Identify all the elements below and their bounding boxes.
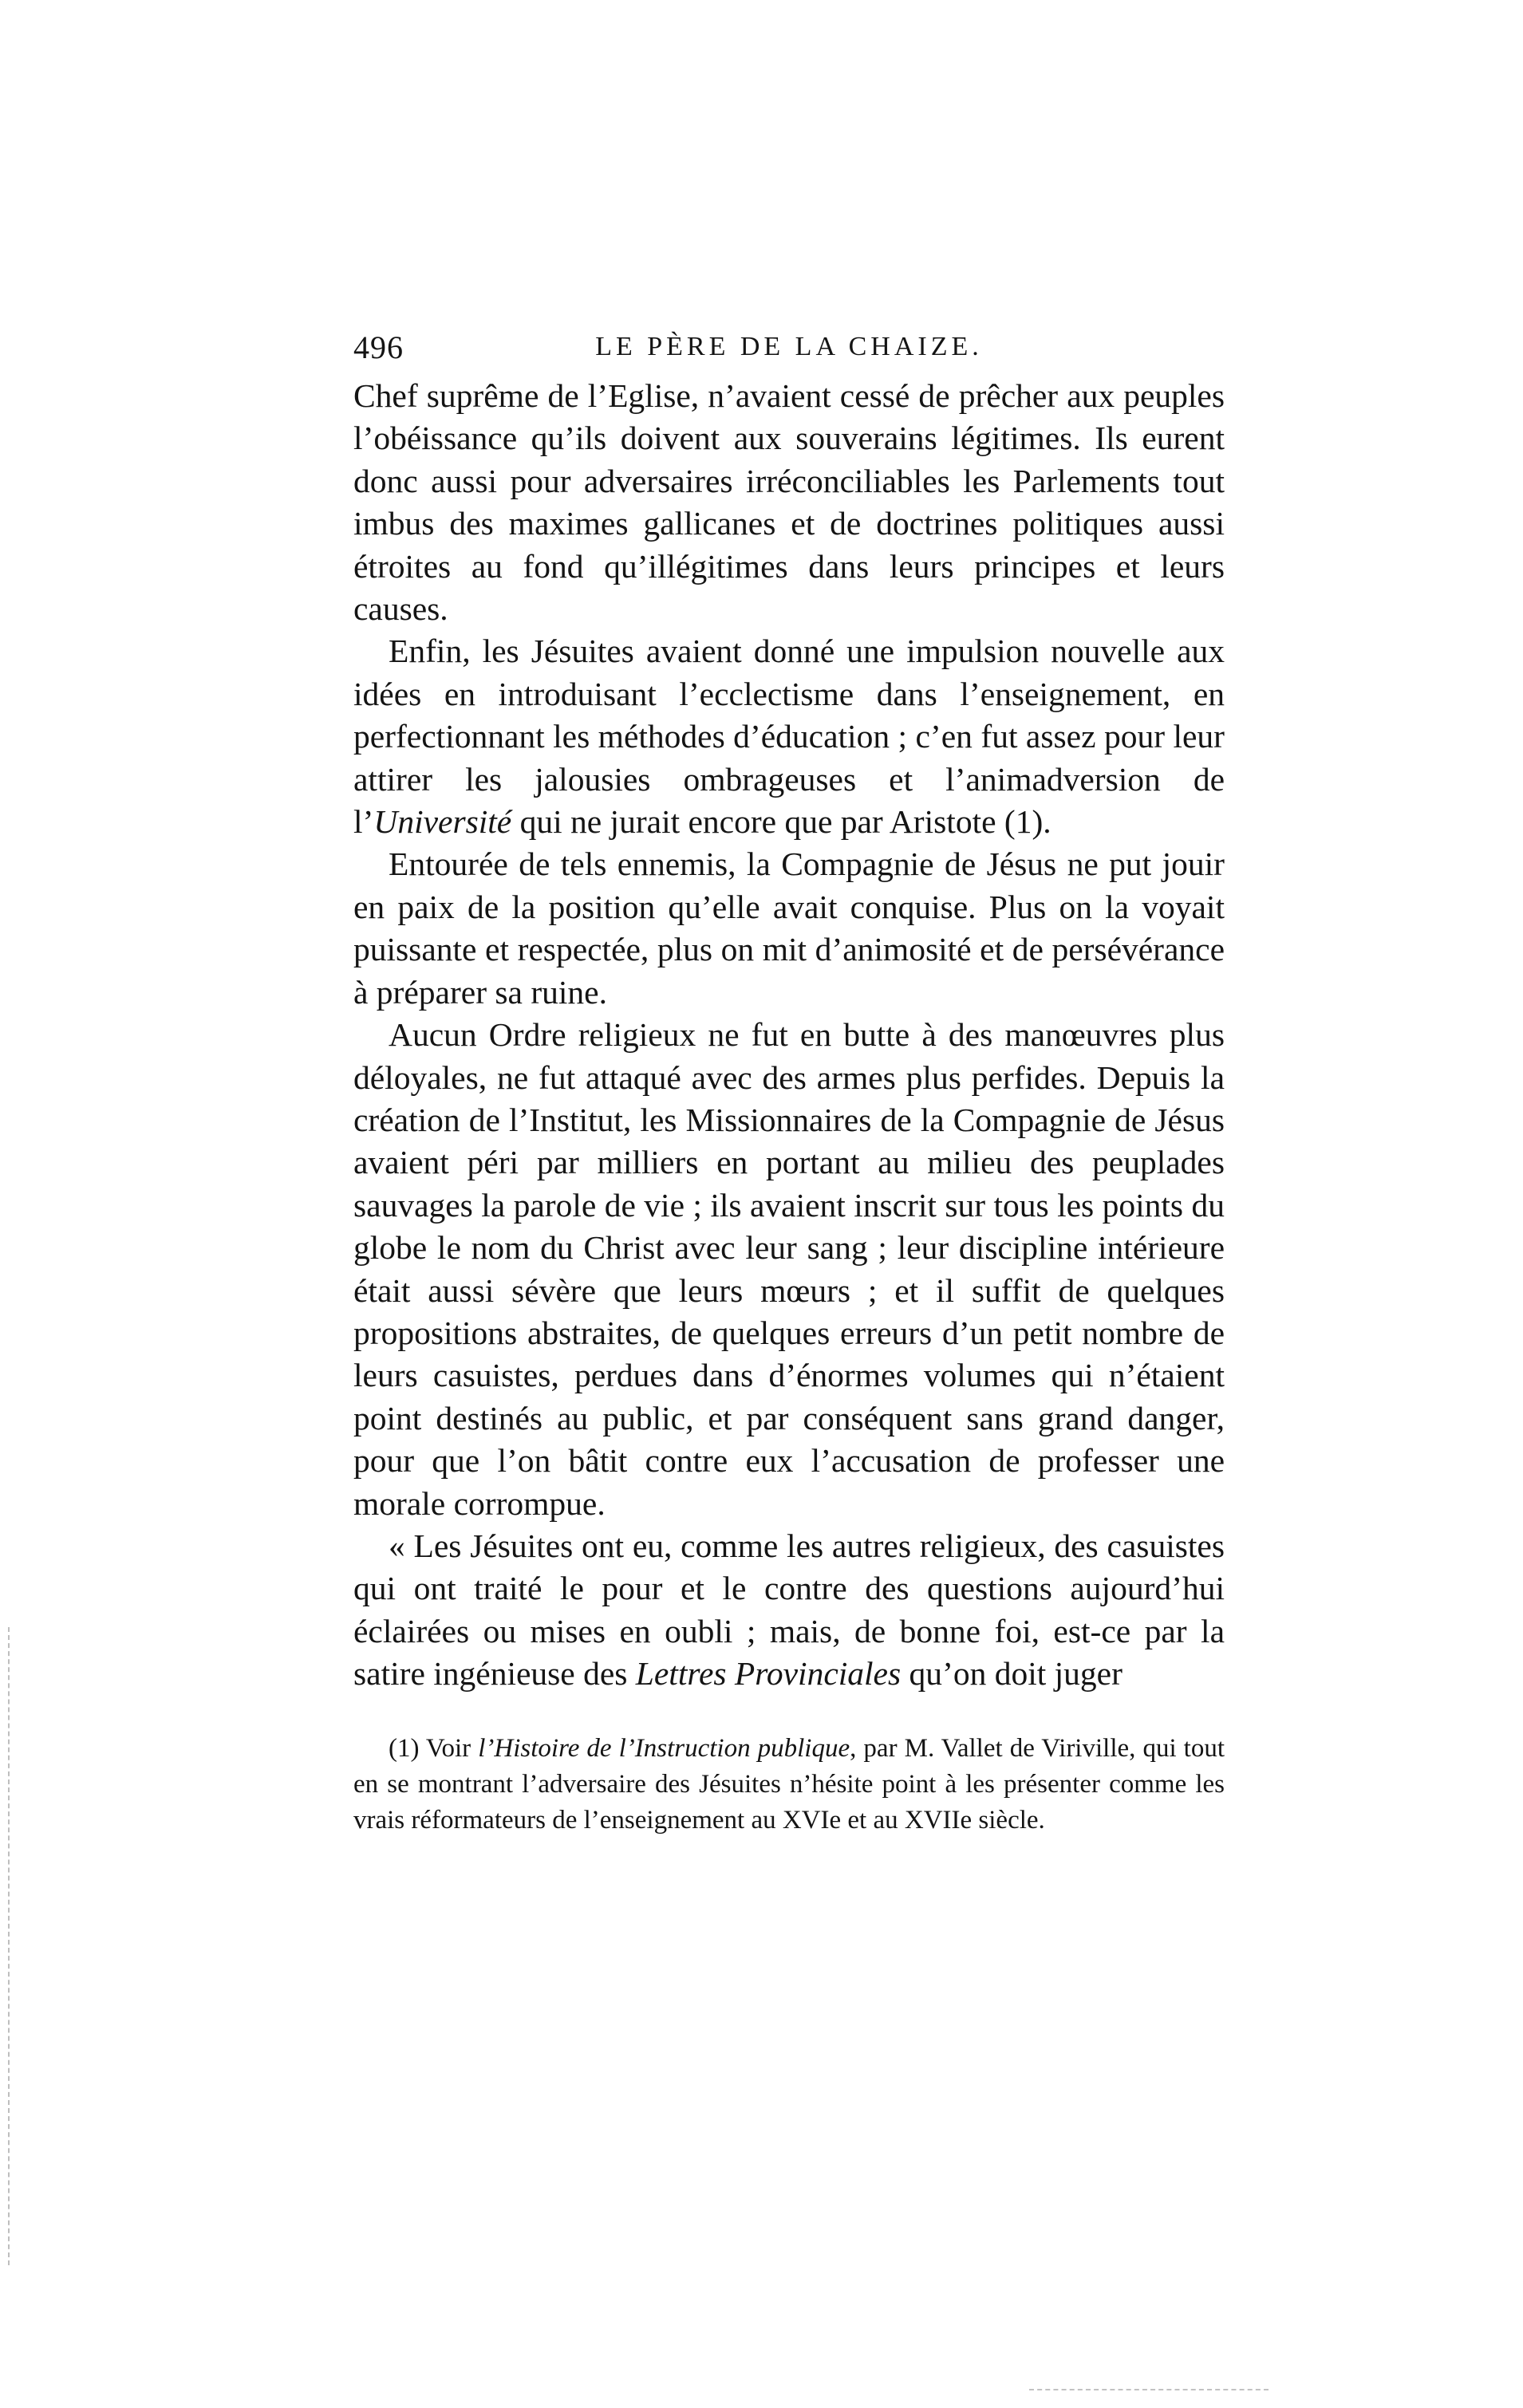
paragraph-text: qu’on doit juger (901, 1655, 1123, 1693)
paragraph-ennemis: Entourée de tels ennemis, la Compagnie de Jésus ne put jouir en paix de la position qu’elle avait conquise. Plus on la voyait puissante et respectée, plus on mit d’animosité et de persévérance à préparer sa ruine. (353, 845, 1225, 1011)
scan-bottom-artifact (1029, 2389, 1269, 2390)
italic-term: Université (373, 803, 512, 841)
running-title: LE PÈRE DE LA CHAIZE. (595, 332, 983, 361)
paragraph-continuation: Chef suprême de l’Eglise, n’avaient cessé de prêcher aux peuples l’obéissance qu’ils doivent aux souverains légitimes. Ils eurent donc aussi pour adversaires irréconciliables les Parlements tout imbus des maximes gallicanes et de doctrines politiques aussi étroites au fond qu’illégitimes dans leurs principes et leurs causes. (353, 377, 1225, 628)
running-header (353, 329, 1225, 376)
scan-margin-artifact (8, 1627, 10, 2265)
page-number: 496 (353, 329, 404, 365)
footnote-italic-title: l’Histoire de l’Instruction publique (478, 1734, 850, 1763)
footnotes (353, 1731, 1225, 1839)
footnote-text: (1) Voir (389, 1734, 479, 1763)
paragraph-text: qui ne jurait encore que par Aristote (1). (511, 803, 1052, 841)
paragraph-ordre-religieux: Aucun Ordre religieux ne fut en butte à des manœuvres plus déloyales, ne fut attaqué avec des armes plus perfides. Depuis la création de l’Institut, les Missionnaires de la Compagnie de Jésus avaient péri par milliers en portant au milieu des peuplades sauvages la parole de vie ; ils avaient inscrit sur tous les points du globe le nom du Christ avec leur sang ; leur discipline intérieure était aussi sévère que leurs mœurs ; et il suffit de quelques propositions abstraites, de quelques erreurs d’un petit nombre de leurs casuistes, perdues dans d’énormes volumes qui n’étaient point destinés au public, et par conséquent sans grand danger, pour que l’on bâtit contre eux l’accusation de professer une morale corrompue. (353, 1016, 1225, 1522)
italic-title: Lettres Provinciales (635, 1655, 902, 1693)
paragraph-quotation (353, 1525, 1225, 1696)
footnote-1 (353, 1731, 1225, 1839)
paragraph-text: « Les Jésuites ont eu, comme les autres religieux, des casuistes qui ont traité le pour et le contre des questions aujourd’hui éclairées ou mises en oubli ; mais, de bonne foi, est-ce par la satire ingénieuse des (353, 1527, 1225, 1693)
paragraph-text: Enfin, les Jésuites avaient donné une impulsion nouvelle aux idées en introduisant l’ecclectisme dans l’enseignement, en perfectionnant les méthodes d’éducation ; c’en fut assez pour leur attirer les jalousies ombrageuses et l’animadversion de l’ (353, 633, 1225, 841)
main-text (353, 375, 1225, 1696)
footnote-text: , par M. Vallet de Viriville, qui tout en se montrant l’adversaire des Jésuites n’hésite point à les présenter comme les vrais réformateurs de l’enseignement au XVIe et au XVIIe siècle. (353, 1734, 1225, 1835)
paragraph-universite (353, 630, 1225, 843)
